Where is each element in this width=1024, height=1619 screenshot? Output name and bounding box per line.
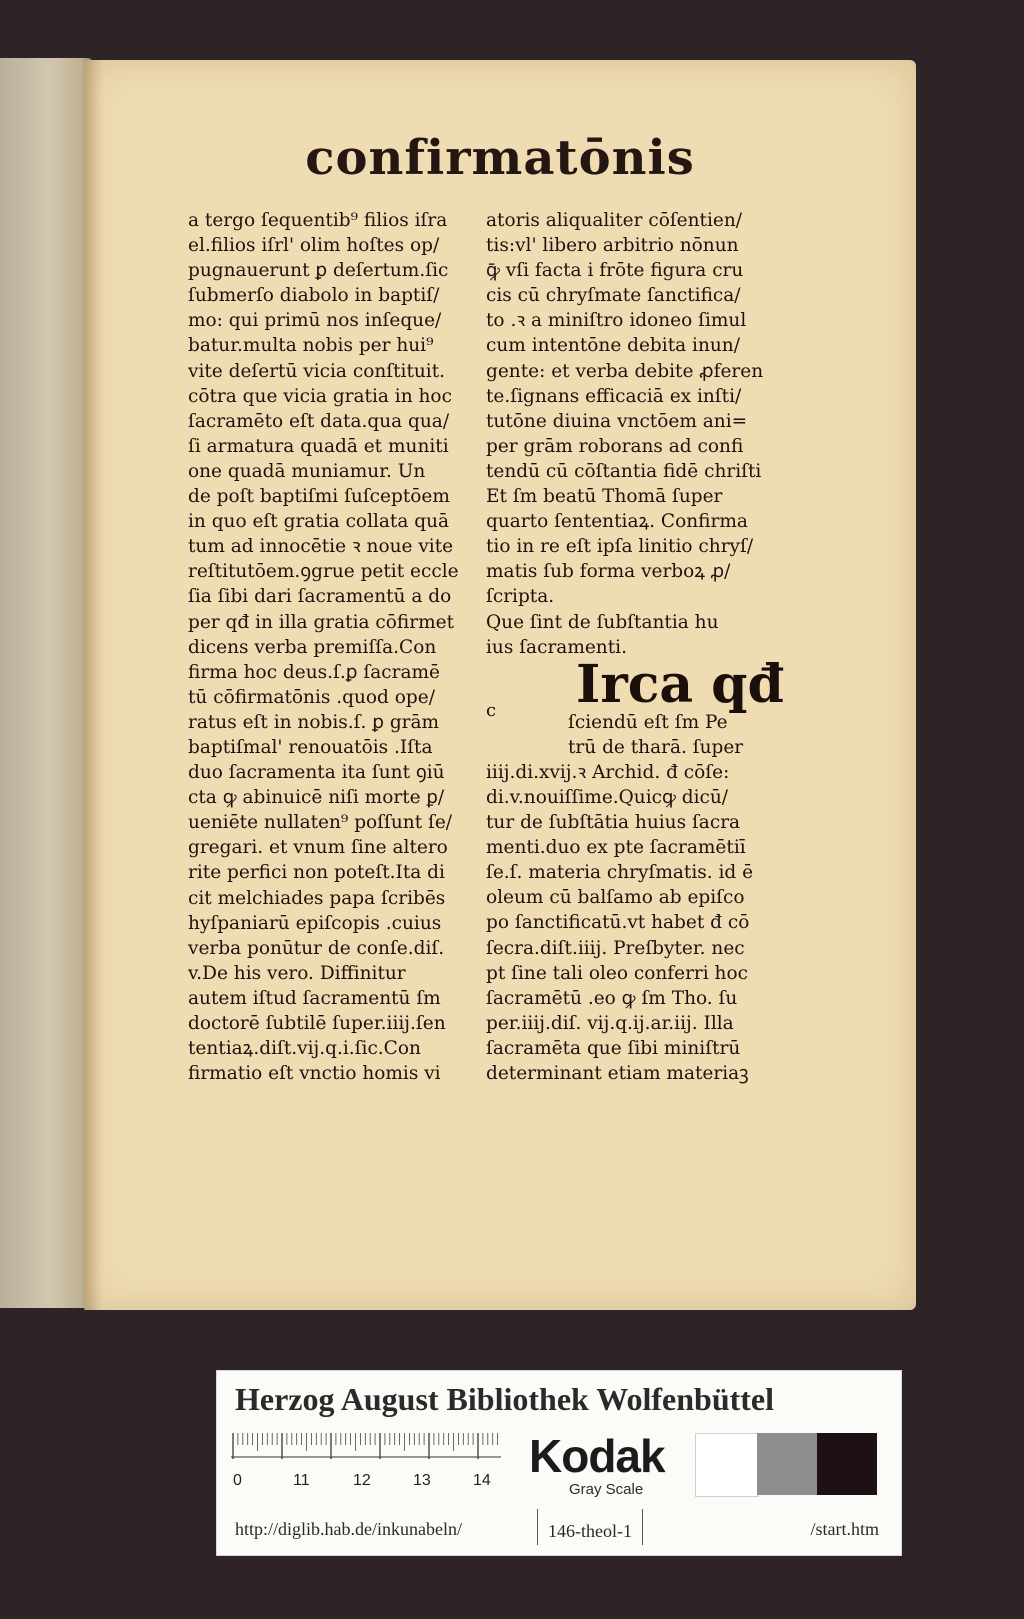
text-line: determinant etiam materiaꝫ [486,1063,749,1084]
text-line: pt ſine tali oleo conferri hoc [486,962,748,984]
colorbar-footer [217,1505,901,1553]
text-line: atoris aliqualiter cōſentien/ [486,210,742,231]
text-line: gente: et verba debite ꝓferen [486,360,764,382]
kodak-logo: Kodak [529,1430,665,1482]
url-base: http://diglib.hab.de/inkunabeln/ [235,1519,462,1539]
text-line: ſe.ſ. materia chryſmatis. id ē [486,862,754,884]
text-line: dicens verba premiſſa.Con [188,636,437,658]
white-swatch [695,1433,759,1497]
text-line: Et ſm beatū Thomā ſuper [486,486,723,508]
ruler-number: 0 [233,1472,242,1489]
ruler-number: 13 [413,1472,431,1489]
ruler-number: 12 [353,1472,371,1489]
color-calibration-bar [216,1370,902,1556]
text-line: ſacramēto eſt data.qua qua/ [188,410,450,432]
text-line: cōtra que vicia gratia in hoc [188,385,452,407]
marginal-letter: c [486,700,497,721]
text-line: tendū cū cōſtantia fidē chriſti [486,460,762,482]
text-line: reſtitutōem.ꝯgrue petit eccle [188,561,459,583]
text-line: ratus eſt in nobis.ſ. ꝑ grām [188,711,440,733]
text-line: tentiaꝝ.diſt.vij.q.i.ſic.Con [188,1038,421,1060]
text-line: hyſpaniarū epiſcopis .cuius [188,912,442,934]
text-line: de poſt baptiſmi ſuſceptōem [188,486,450,508]
text-line: to .ꝛ a miniſtro idoneo ſimul [486,310,747,332]
text-line: firma hoc deus.ſ.ꝑ ſacramē [188,661,440,683]
text-line: a tergo ſequentib⁹ filios iſra [188,210,448,231]
text-line: Que ſint de ſubſtantia hu [486,611,719,633]
text-line: ſubmerſo diabolo in baptiſ/ [188,285,440,307]
text-line: cit melchiades papa ſcribēs [188,887,446,909]
text-line: trū de tharā. ſuper [568,736,744,758]
text-line: per grām roborans ad confi [486,435,744,457]
text-line: firmatio eſt vnctio homis vi [188,1063,441,1085]
initial-row [486,653,784,715]
left-page-edge [0,58,92,1308]
text-line: per.iiij.diſ. vij.q.ij.ar.iij. Illa [486,1012,734,1034]
text-line: tum ad innocētie ꝛ noue vite [188,536,454,558]
text-line: mo: qui primū nos inſeque/ [188,310,442,332]
text-line: te.ſignans efficaciā ex inſti/ [486,385,742,407]
ruler [231,1433,507,1493]
text-line: ſacramēta que ſibi miniſtrū [486,1037,741,1059]
url-end: /start.htm [810,1519,879,1539]
black-swatch [817,1433,877,1495]
text-line: ius ſacramenti. [486,636,627,658]
text-line: cta ꝙ abinuicē niſi morte ꝑ/ [188,787,445,809]
text-line: ueniēte nullaten⁹ poſſunt ſe/ [188,812,453,834]
text-line: batur.multa nobis per hui⁹ [188,335,434,357]
text-line: oleum cū balſamo ab epiſco [486,887,745,909]
text-line: ſcripta. [486,586,555,608]
text-line: tio in re eſt ipſa linitio chryſ/ [486,536,754,558]
text-line: tis:vl' libero arbitrio nōnun [486,235,739,257]
text-line: duo ſacramenta ita ſunt ꝯiū [188,762,445,784]
gray-scale-label: Gray Scale [569,1481,644,1498]
right-column-indented-text [486,710,766,760]
text-line: tutōne diuina vnctōem ani= [486,410,748,432]
ruler-number: 14 [473,1472,491,1489]
right-column-bottom-text [486,760,766,1086]
right-text-column [486,208,784,1086]
text-line: matis ſub forma verboꝝ ꝓ/ [486,561,731,583]
text-line: el.filios iſrl' olim hoſtes op/ [188,235,440,257]
text-line: po ſanctificatū.vt habet đ cō [486,912,750,934]
decorated-initial: Irca qđ [576,653,784,715]
shelfmark: 146-theol-1 [537,1509,643,1545]
page-heading: confirmatōnis [305,130,695,186]
left-text-column [188,208,458,1086]
text-line: ſacramētū .eo ꝙ ſm Tho. ſu [486,987,738,1009]
text-line: verba ponūtur de conſe.diſ. [188,937,445,959]
gray-swatch [757,1433,817,1495]
text-line: cum intentōne debita inun/ [486,335,740,357]
text-line: ſciendū eſt ſm Pe [568,711,728,733]
text-line: gregari. et vnum ſine altero [188,837,448,859]
text-line: doctorē ſubtilē ſuper.iiij.ſen [188,1013,446,1034]
text-line: vite deſertū vicia conſtituit. [188,360,446,382]
text-line: iiij.di.xvij.ꝛ Archid. đ cōſe: [486,761,730,783]
book-page [84,60,916,1310]
text-line: di.v.nouiſſime.Quicꝙ dicū/ [486,786,729,808]
text-line: tur de ſubſtātia huius ſacra [486,812,741,834]
text-line: per qđ in illa gratia cōfirmet [188,611,455,633]
text-line: baptiſmal' renouatōis .Iſta [188,736,433,758]
text-line: in quo eſt gratia collata quā [188,511,450,533]
text-line: tū cōfirmatōnis .quod ope/ [188,686,435,708]
text-line: ſecra.diſt.iiij. Preſbyter. nec [486,937,745,959]
text-line: cis cū chryſmate ſanctifica/ [486,285,741,307]
text-line: ꝙ̄ vſi facta i frōte figura cru [486,260,744,282]
right-column-top-text [486,208,766,660]
text-line: pugnauerunt ꝑ deſertum.ſic [188,260,449,282]
text-line: menti.duo ex pte ſacramētiī [486,837,746,859]
library-title: Herzog August Bibliothek Wolfenbüttel [235,1381,775,1417]
text-line: quarto ſententiaꝝ. Confirma [486,511,748,533]
text-line: ſia ſibi dari ſacramentū a do [188,586,452,608]
ruler-number: 11 [293,1472,310,1489]
text-line: autem iſtud ſacramentū ſm [188,987,441,1009]
text-line: rite perfici non poteſt.Ita di [188,862,445,884]
text-line: ſi armatura quadā et muniti [188,435,449,457]
text-line: one quadā muniamur. Un [188,460,426,482]
text-line: v.De his vero. Diffinitur [188,962,406,984]
